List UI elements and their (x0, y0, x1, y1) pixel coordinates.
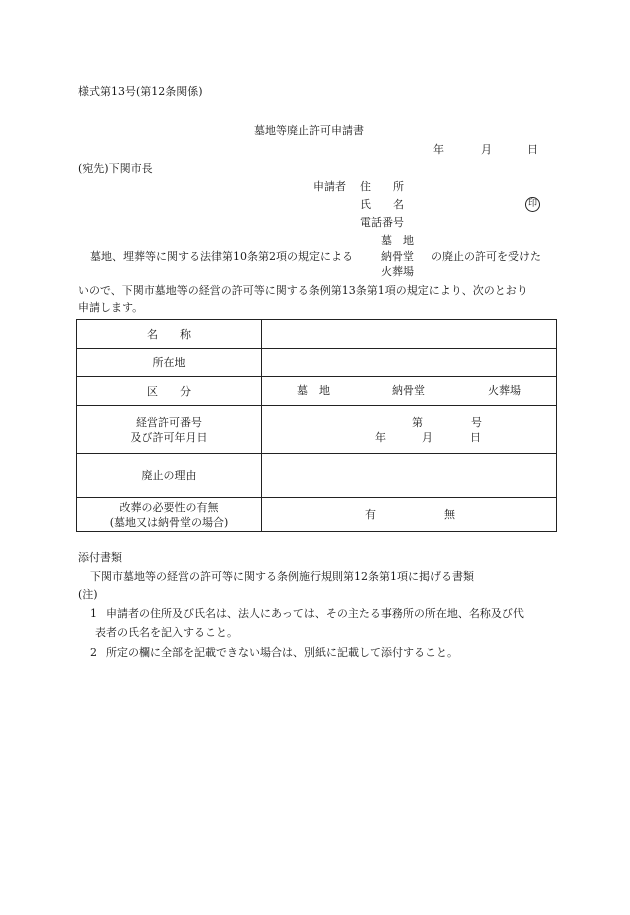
category-field[interactable] (262, 377, 557, 406)
applicant-name-label: 氏 名 (360, 198, 404, 211)
reburial-label-line1: 改葬の必要性の有無 (119, 500, 219, 514)
seal-mark: 印 (525, 197, 540, 212)
location-field[interactable] (262, 349, 557, 377)
permit-label-line1: 経営許可番号 (136, 415, 202, 429)
applicant-phone-label: 電話番号 (360, 216, 404, 229)
table-row-location (77, 349, 557, 377)
table-row-reburial (77, 498, 557, 532)
permit-label-line2: 及び許可年月日 (130, 430, 208, 444)
option-cemetery: 墓 地 (381, 234, 414, 247)
date-day: 日 (527, 143, 538, 156)
permit-field[interactable] (262, 406, 557, 454)
category-option-ossuary[interactable]: 納骨堂 (392, 384, 425, 397)
addressee: (宛先)下関市長 (78, 162, 153, 175)
table-row-name (77, 320, 557, 349)
table-row-category (77, 377, 557, 406)
permit-number-suffix: 号 (471, 416, 482, 429)
permit-label (77, 406, 262, 454)
body-line2: いので、下関市墓地等の経営の許可等に関する条例第13条第1項の規定により、次のとおり (78, 284, 528, 297)
note-2-line1: 所定の欄に全部を記載できない場合は、別紙に記載して添付すること。 (106, 646, 458, 659)
attachments-heading: 添付書類 (78, 551, 122, 564)
notes-heading: (注) (78, 588, 98, 601)
category-option-cemetery[interactable]: 墓 地 (297, 384, 330, 397)
applicant-label: 申請者 (313, 180, 346, 193)
permit-date-month: 月 (422, 431, 433, 444)
date-month: 月 (481, 143, 492, 156)
reburial-field[interactable] (262, 498, 557, 532)
note-1-line1: 申請者の住所及び氏名は、法人にあっては、その主たる事務所の所在地、名称及び代 (106, 607, 524, 620)
body-line1-post: の廃止の許可を受けた (431, 250, 541, 263)
note-2-number: 2 (90, 646, 97, 659)
category-option-crematorium[interactable]: 火葬場 (488, 384, 521, 397)
date-year: 年 (433, 143, 444, 156)
note-1-number: 1 (90, 607, 97, 620)
option-crematorium: 火葬場 (381, 265, 414, 278)
permit-date-year: 年 (375, 431, 386, 444)
table-row-reason (77, 454, 557, 498)
reburial-option-no[interactable]: 無 (444, 508, 455, 521)
body-line3: 申請します。 (78, 301, 144, 314)
name-label: 名 称 (77, 320, 262, 349)
permit-number-prefix: 第 (412, 416, 423, 429)
location-label: 所在地 (77, 349, 262, 377)
form-title: 墓地等廃止許可申請書 (254, 124, 364, 137)
table-row-permit (77, 406, 557, 454)
category-label: 区 分 (77, 377, 262, 406)
body-line1-pre: 墓地、埋葬等に関する法律第10条第2項の規定による (90, 250, 353, 263)
note-1-line2: 表者の氏名を記入すること。 (95, 626, 238, 639)
option-ossuary: 納骨堂 (381, 250, 414, 263)
reason-field[interactable] (262, 454, 557, 498)
form-number: 様式第13号(第12条関係) (78, 85, 203, 98)
reburial-option-yes[interactable]: 有 (365, 508, 376, 521)
attachments-text: 下関市墓地等の経営の許可等に関する条例施行規則第12条第1項に掲げる書類 (90, 570, 474, 583)
reburial-label (77, 498, 262, 532)
name-field[interactable] (262, 320, 557, 349)
permit-date-day: 日 (470, 431, 481, 444)
reburial-label-line2: (墓地又は納骨堂の場合) (109, 515, 229, 529)
applicant-address-label: 住 所 (360, 180, 404, 193)
application-table (76, 319, 557, 532)
reason-label: 廃止の理由 (77, 454, 262, 498)
